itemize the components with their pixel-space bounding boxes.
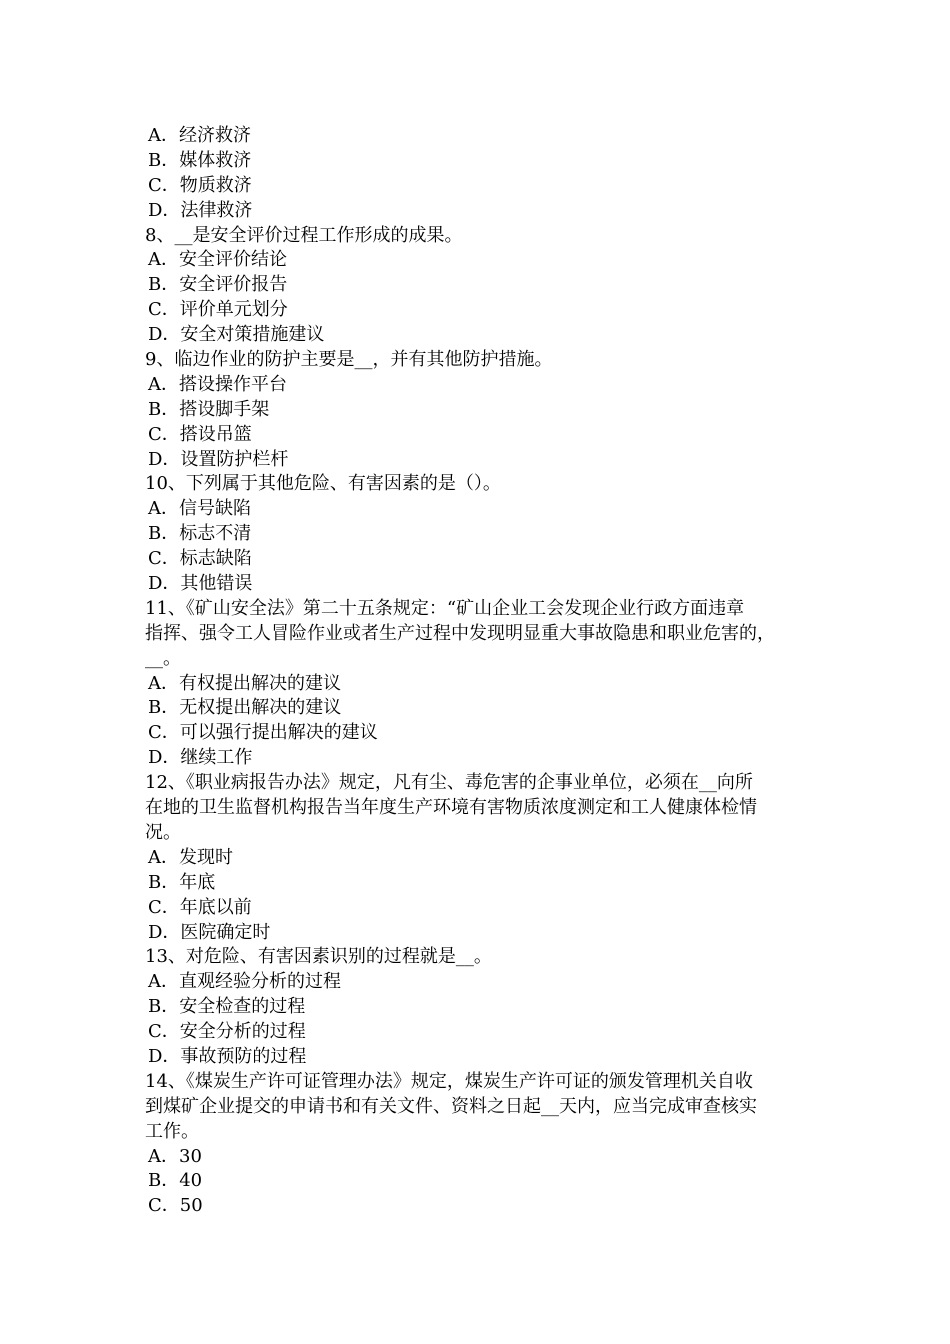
answer-option: D．设置防护栏杆 (148, 448, 289, 470)
answer-option: C．年底以前 (148, 896, 252, 918)
answer-option: A．信号缺陷 (148, 498, 251, 520)
answer-option: D．继续工作 (148, 747, 253, 769)
answer-option: D．事故预防的过程 (148, 1045, 307, 1067)
question-text-line: __。 (145, 647, 181, 669)
answer-option: D．安全对策措施建议 (148, 324, 325, 346)
question-text: 13、对危险、有害因素识别的过程就是__。 (145, 946, 492, 968)
answer-option: C．标志缺陷 (148, 548, 252, 570)
question-text-line: 工作。 (145, 1120, 199, 1142)
answer-option: A．经济救济 (148, 125, 251, 146)
answer-option: A．有权提出解决的建议 (148, 672, 341, 694)
answer-option: B．年底 (148, 871, 216, 893)
answer-option: D．其他错误 (148, 573, 253, 595)
answer-option: C．可以强行提出解决的建议 (148, 722, 378, 744)
question-text: 9、临边作业的防护主要是__，并有其他防护措施。 (145, 349, 553, 371)
answer-option: C．物质救济 (148, 174, 252, 196)
answer-option: B．安全评价报告 (148, 274, 288, 296)
question-text-line: 况。 (145, 821, 181, 843)
document-body (145, 124, 820, 1219)
answer-option: A．直观经验分析的过程 (148, 971, 341, 993)
answer-option: C．50 (148, 1195, 203, 1217)
answer-option: A．30 (148, 1145, 202, 1167)
answer-option: B．安全检查的过程 (148, 996, 306, 1018)
answer-option: A．发现时 (148, 846, 233, 868)
question-text-line: 12、《职业病报告办法》规定，凡有尘、毒危害的企事业单位，必须在__向所 (145, 772, 753, 794)
answer-option: C．安全分析的过程 (148, 1021, 306, 1043)
question-text-line: 11、《矿山安全法》第二十五条规定：“矿山企业工会发现企业行政方面违章 (145, 597, 745, 619)
answer-option: D．法律救济 (148, 199, 253, 221)
answer-option: B．标志不清 (148, 523, 252, 545)
question-text-line: 到煤矿企业提交的申请书和有关文件、资料之日起__天内，应当完成审查核实 (145, 1095, 757, 1117)
answer-option: D．医院确定时 (148, 921, 271, 943)
question-text-line: 指挥、强令工人冒险作业或者生产过程中发现明显重大事故隐患和职业危害的， (145, 622, 775, 644)
answer-option: B．40 (148, 1170, 203, 1192)
answer-option: B．搭设脚手架 (148, 398, 270, 420)
answer-option: A．搭设操作平台 (148, 373, 287, 395)
answer-option: C．评价单元划分 (148, 299, 288, 321)
question-text: 8、__是安全评价过程工作形成的成果。 (145, 224, 463, 246)
answer-option: A．安全评价结论 (148, 249, 287, 271)
answer-option: B．媒体救济 (148, 149, 252, 171)
question-text-line: 14、《煤炭生产许可证管理办法》规定，煤炭生产许可证的颁发管理机关自收 (145, 1070, 753, 1092)
question-text-line: 在地的卫生监督机构报告当年度生产环境有害物质浓度测定和工人健康体检情 (145, 797, 757, 819)
question-text: 10、下列属于其他危险、有害因素的是（）。 (145, 473, 501, 495)
answer-option: C．搭设吊篮 (148, 423, 252, 445)
answer-option: B．无权提出解决的建议 (148, 697, 342, 719)
